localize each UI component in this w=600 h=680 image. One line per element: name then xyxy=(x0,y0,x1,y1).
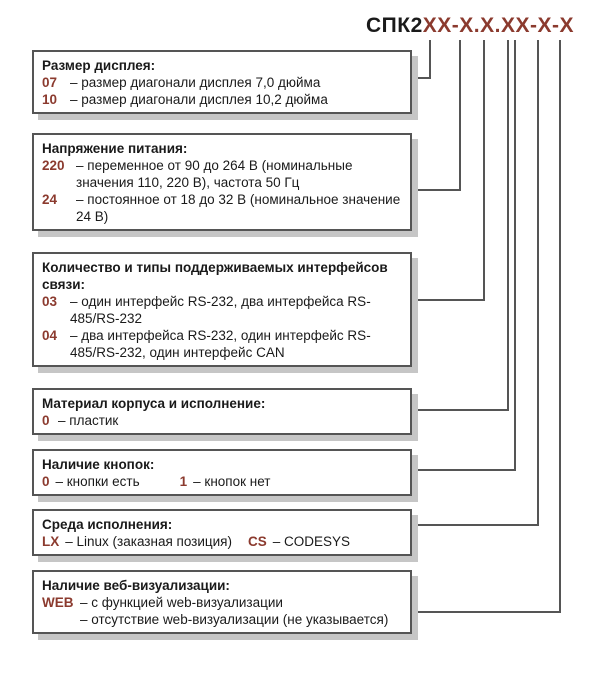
option-text: – отсутствие web-визуализации (не указывается) xyxy=(80,612,389,627)
code-separator: . xyxy=(473,14,481,37)
box-title: Материал корпуса и исполнение: xyxy=(42,396,266,411)
option-row xyxy=(42,611,402,628)
code-separator: - xyxy=(552,14,560,37)
code-separator: - xyxy=(451,14,460,37)
code-part-display: XX xyxy=(422,14,452,37)
box-title: Количество и типы поддерживаемых интерфейсов связи: xyxy=(42,260,388,292)
option-text: – размер диагонали дисплея 10,2 дюйма xyxy=(70,92,328,107)
option-code: LX xyxy=(42,534,60,549)
option-text: – пластик xyxy=(58,413,119,428)
option-code: 24 xyxy=(42,192,58,207)
option-row xyxy=(42,594,402,611)
option-row xyxy=(42,293,402,327)
option-pair xyxy=(42,473,402,490)
option-code xyxy=(42,611,80,628)
option-row xyxy=(42,157,402,191)
option-code: 10 xyxy=(42,92,58,107)
option-text: – постоянное от 18 до 32 В (номинальное значение 24 В) xyxy=(76,192,401,224)
option-text: – два интерфейса RS-232, один интерфейс RS-485/RS-232, один интерфейс CAN xyxy=(70,328,371,360)
option-code: CS xyxy=(248,534,267,549)
box-title: Напряжение питания: xyxy=(42,141,188,156)
box-title: Наличие кнопок: xyxy=(42,457,155,472)
option-code: 0 xyxy=(42,474,50,489)
box-buttons xyxy=(32,449,412,496)
option-text: – переменное от 90 до 264 В (номинальные значения 110, 220 В), частота 50 Гц xyxy=(76,158,353,190)
box-title: Наличие веб-визуализации: xyxy=(42,578,230,593)
option-row xyxy=(42,473,140,490)
option-text: – с функцией web-визуализации xyxy=(80,595,283,610)
model-code xyxy=(366,14,574,38)
option-row xyxy=(248,533,350,550)
box-title: Среда исполнения: xyxy=(42,517,173,532)
option-code: WEB xyxy=(42,595,74,610)
option-code: 03 xyxy=(42,294,58,309)
model-code-base: СПК2 xyxy=(366,14,423,37)
option-row xyxy=(42,191,402,225)
option-code: 220 xyxy=(42,158,65,173)
box-display-size xyxy=(32,50,412,114)
option-text: – Linux (заказная позиция) xyxy=(65,534,232,549)
box-web-visualization xyxy=(32,570,412,634)
box-interfaces xyxy=(32,252,412,367)
box-case-material xyxy=(32,388,412,435)
option-code: 04 xyxy=(42,328,58,343)
code-part-material-buttons: XX xyxy=(501,14,531,37)
option-code: 0 xyxy=(42,413,50,428)
option-row xyxy=(42,412,402,429)
code-separator: - xyxy=(530,14,538,37)
option-text: – один интерфейс RS-232, два интерфейса RS-485/RS-232 xyxy=(70,294,371,326)
option-row xyxy=(42,74,402,91)
option-text: – кнопки есть xyxy=(55,474,140,489)
option-row xyxy=(42,533,232,550)
option-text: – CODESYS xyxy=(272,534,351,549)
box-power-supply xyxy=(32,133,412,231)
code-separator: . xyxy=(494,14,501,37)
box-runtime xyxy=(32,509,412,556)
code-part-web: X xyxy=(559,14,575,37)
option-pair xyxy=(42,533,402,550)
code-part-interfaces: X xyxy=(480,14,495,37)
option-code: 1 xyxy=(179,474,188,489)
code-part-power: X xyxy=(459,14,474,37)
option-text: – кнопок нет xyxy=(193,474,271,489)
option-row xyxy=(180,473,271,490)
option-row xyxy=(42,91,402,108)
option-code: 07 xyxy=(42,75,58,90)
option-row xyxy=(42,327,402,361)
code-part-runtime: X xyxy=(537,14,553,37)
option-text: – размер диагонали дисплея 7,0 дюйма xyxy=(70,75,321,90)
box-title: Размер дисплея: xyxy=(42,58,156,73)
